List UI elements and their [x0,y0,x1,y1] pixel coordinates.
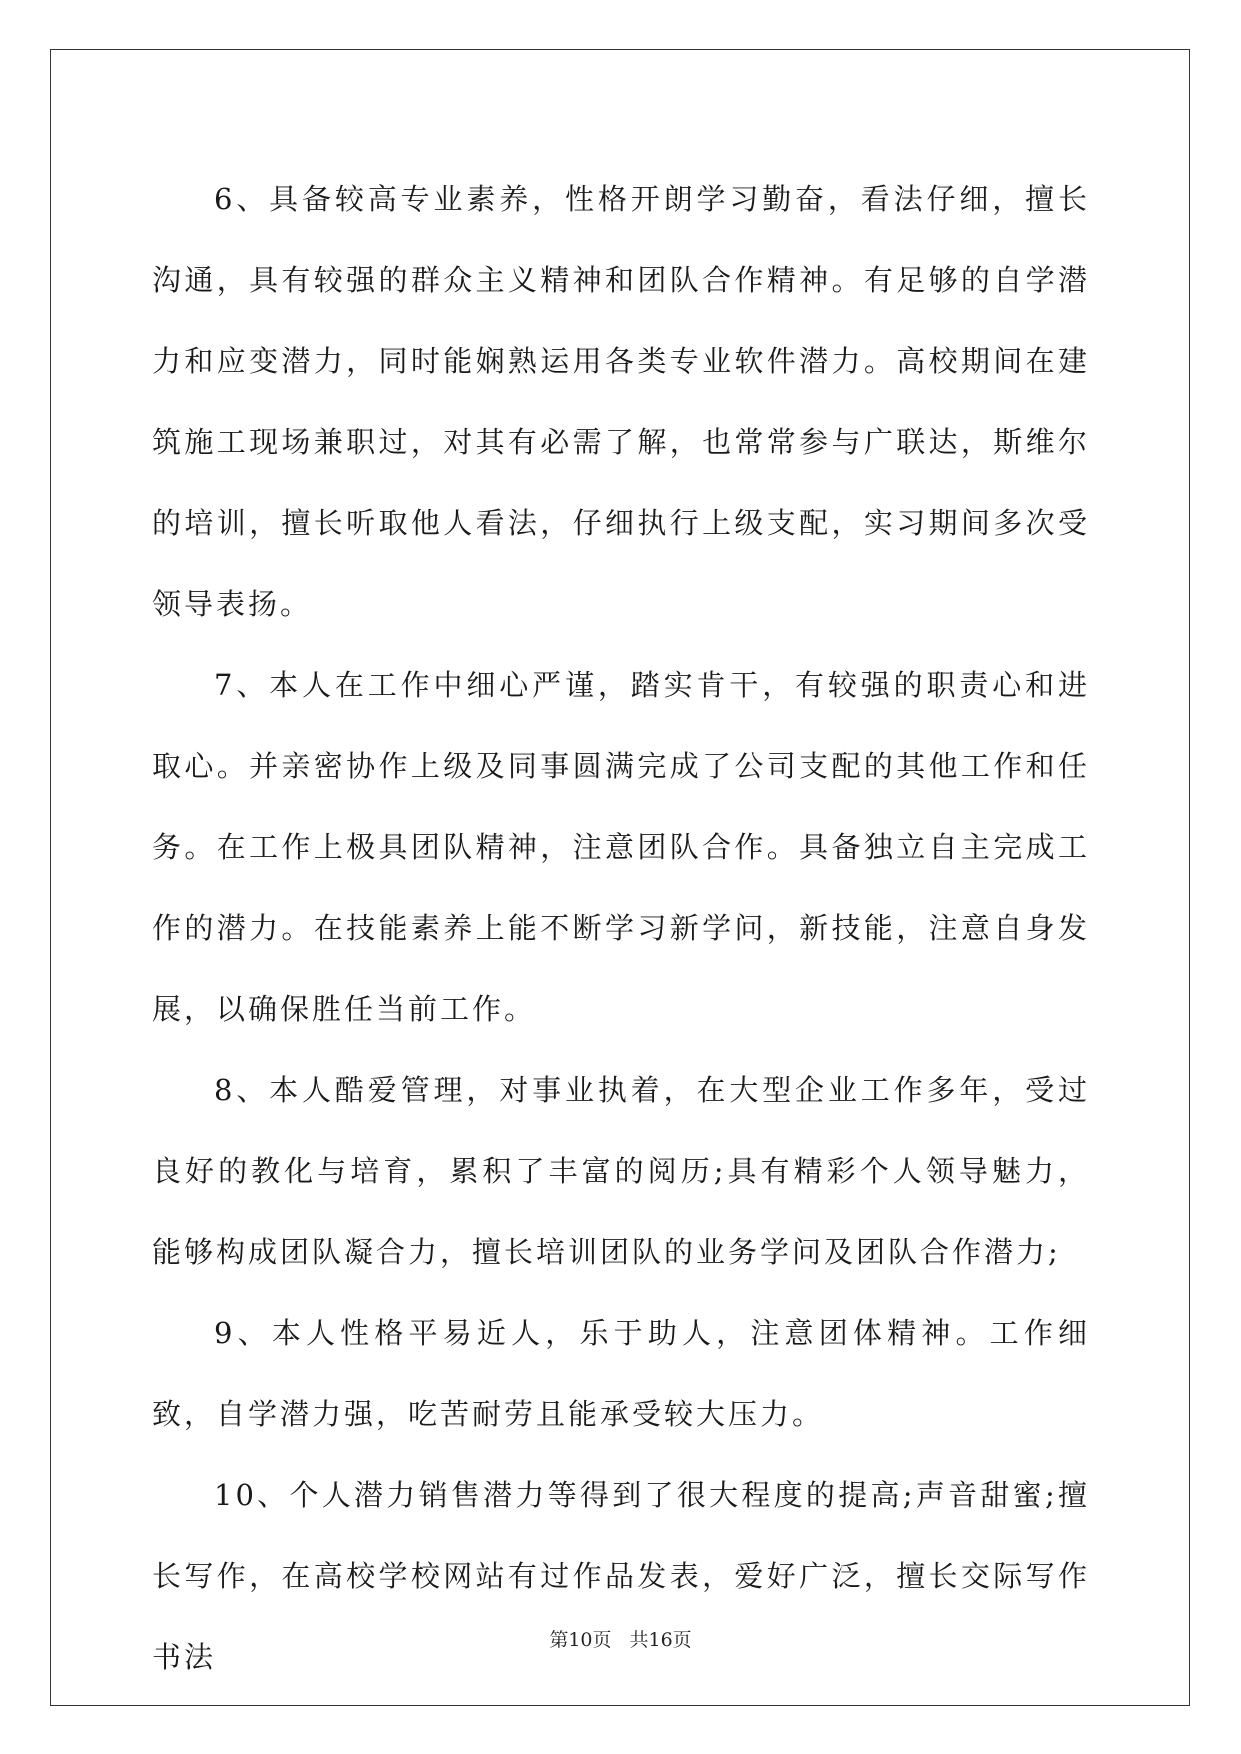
paragraph-8: 8、本人酷爱管理，对事业执着，在大型企业工作多年，受过良好的教化与培育，累积了丰富的阅历;具有精彩个人领导魅力，能够构成团队凝合力，擅长培训团队的业务学问及团队合作潜力; [152,1073,1090,1269]
paragraph-7: 7、本人在工作中细心严谨，踏实肯干，有较强的职责心和进取心。并亲密协作上级及同事圆满完成了公司支配的其他工作和任务。在工作上极具团队精神，注意团队合作。具备独立自主完成工作的潜力。在技能素养上能不断学习新学问，新技能，注意自身发展，以确保胜任当前工作。 [152,668,1090,1026]
paragraph-10: 10、个人潜力销售潜力等得到了很大程度的提高;声音甜蜜;擅长写作，在高校学校网站有过作品发表，爱好广泛，擅长交际写作书法 [152,1478,1090,1674]
paragraph-6: 6、具备较高专业素养，性格开朗学习勤奋，看法仔细，擅长沟通，具有较强的群众主义精神和团队合作精神。有足够的自学潜力和应变潜力，同时能娴熟运用各类专业软件潜力。高校期间在建筑施工现场兼职过，对其有必需了解，也常常参与广联达，斯维尔的培训，擅长听取他人看法，仔细执行上级支配，实习期间多次受领导表扬。 [152,182,1090,621]
page-number-total: 共16页 [629,1629,692,1651]
page-footer [0,1625,1241,1652]
paragraph-9: 9、本人性格平易近人，乐于助人，注意团体精神。工作细致，自学潜力强，吃苦耐劳且能承受较大压力。 [152,1316,1090,1431]
document-body [152,159,1090,1698]
page-number-current: 第10页 [549,1629,612,1651]
